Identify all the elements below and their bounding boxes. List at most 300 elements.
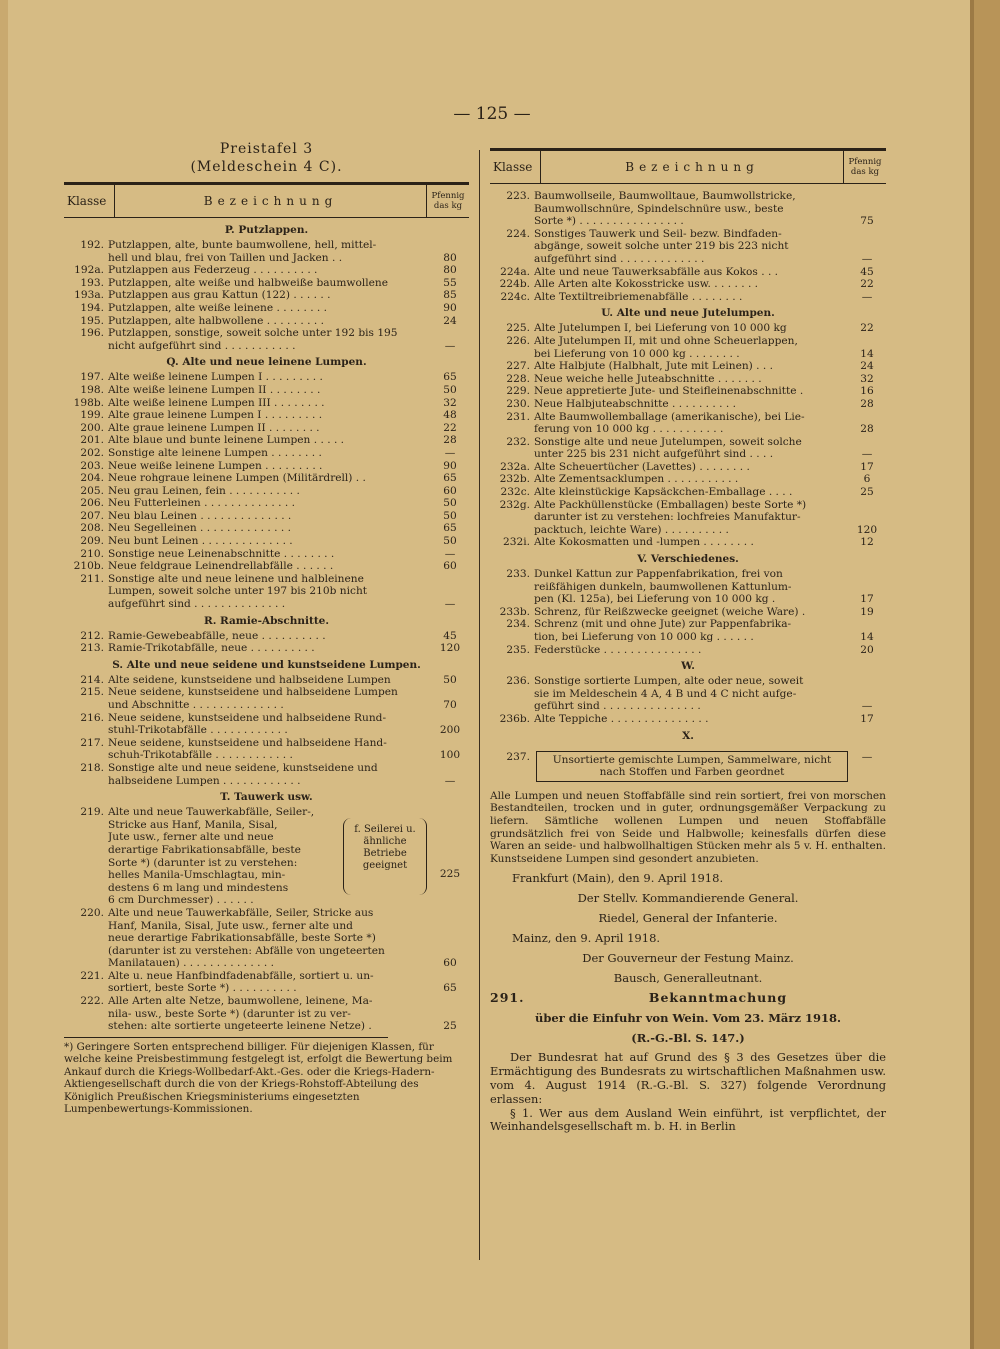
row-description: Sonstiges Tauwerk und Seil- bezw. Bindfaden- [534,227,782,240]
row-description: abgänge, soweit solche unter 219 bis 223 nicht [534,240,789,253]
section-heading-r: R. Ramie-Abschnitte. [203,614,330,627]
row-description: Alte Packhüllenstücke (Emballagen) beste Sorte *) [534,498,807,511]
row-price: 65 [443,472,457,485]
row-description: Alte weiße leinene Lumpen I . . . . . . . . . [108,371,323,384]
row-price: — [444,774,456,787]
row-number [490,423,534,436]
row-description: Neu blau Leinen . . . . . . . . . . . . . . [108,509,292,522]
row-price [431,907,469,920]
row-price: 16 [860,385,874,398]
section-heading-x: X. [682,729,694,742]
row-description: Neue Halbjuteabschnitte . . . . . . . . . . [534,397,736,410]
row-price [848,499,886,512]
row-number: 229. [506,385,530,398]
row-description: Sonstige alte und neue seidene, kunstseidene und [108,761,378,774]
table-row [490,228,886,241]
row-price: 28 [443,434,457,447]
row-price: — [861,290,873,303]
row-line: Stricke aus Hanf, Manila, Sisal, [108,818,278,831]
row-description: Neue weiche helle Juteabschnitte . . . . . . . [534,372,762,385]
row-description: sie im Meldeschein 4 A, 4 B und 4 C nicht aufge- [534,687,797,700]
row-price: 45 [443,629,457,642]
row-description: geführt sind . . . . . . . . . . . . . . . [534,700,701,713]
row-description: unter 225 bis 231 nicht aufgeführt sind . . . . [534,448,774,461]
row-price [431,686,469,699]
section-heading-s: S. Alte und neue seidene und kunstseidene Lumpen. [112,658,421,671]
row-description: Alte Textiltreibriemenabfälle . . . . . . . . [534,290,743,303]
row-description: ferung von 10 000 kg . . . . . . . . . . . [534,423,724,436]
page-fold [974,0,1000,1349]
section-heading-u: U. Alte und neue Jutelumpen. [601,307,775,320]
row-description: Ramie-Gewebeabfälle, neue . . . . . . . . . . [108,629,326,642]
row-price: 14 [860,347,874,360]
row-description: Putzlappen, alte halbwollene . . . . . . . . . [108,314,324,327]
row-description: Schrenz, für Reißzwecke geeignet (weiche Ware) . [534,605,806,618]
row-number: 230. [506,397,530,410]
row-number: 224b. [499,278,530,291]
table-row [490,373,886,386]
section-heading-t: T. Tauwerk usw. [220,791,313,804]
row-219-lines [108,806,339,907]
table-row [64,535,469,548]
row-price: — [861,700,873,713]
table-row [64,907,469,920]
row-price: 200 [439,724,461,737]
row-price: 22 [860,278,874,291]
page-number: — 125 — [453,104,531,124]
row-line: destens 6 m lang und mindestens [108,881,289,894]
row-description: sortiert, beste Sorte *) . . . . . . . . . . [108,982,297,995]
row-description: Neue seidene, kunstseidene und halbseidene Lumpen [108,686,398,699]
announcement-paragraph-2: § 1. Wer aus dem Ausland Wein einführt, ist verpflichtet, der Weinhandelsgesellschaft m. b. H. in Berlin [490,1105,886,1134]
row-number [64,1008,108,1021]
right-column [490,140,886,1134]
header-pfennig: Pfennig das kg [848,157,882,177]
row-number: 210. [80,547,104,560]
table-row [64,522,469,535]
table-row [490,644,886,657]
table-row [64,485,469,498]
row-price: 22 [860,322,874,335]
row-description: Neue seidene, kunstseidene und halbseidene Hand- [108,736,387,749]
table-row [64,699,469,712]
table-row [64,548,469,561]
row-number: 193. [80,276,104,289]
row-description: Alte u. neue Hanfbindfadenabfälle, sortiert u. un- [108,969,374,982]
row-description: Sonstige alte leinene Lumpen . . . . . . . . [108,446,322,459]
row-number: 215. [80,686,104,699]
row-number [490,700,534,713]
row-number: 231. [506,410,530,423]
row-number [64,1020,108,1033]
row-number [490,511,534,524]
row-description: Putzlappen, alte weiße leinene . . . . . . . . [108,301,328,314]
row-price [848,203,886,216]
row-price [431,920,469,933]
table-row [64,472,469,485]
row-description: Neu Futterleinen . . . . . . . . . . . . . . [108,497,295,510]
row-description: Sonstige sortierte Lumpen, alte oder neue, soweit [534,675,804,688]
row-number: 235. [506,643,530,656]
row-number [64,585,108,598]
table-row [64,920,469,933]
row-number: 233. [506,568,530,581]
row-description: reißfähigen dunkeln, baumwollenen Kattunlum- [534,580,792,593]
row-description-boxed: Unsortierte gemischte Lumpen, Sammelware, nicht nach Stoffen und Farben geordnet [536,751,848,782]
table-row [64,371,469,384]
table-row [64,957,469,970]
row-number: 233b. [499,605,530,618]
table-row [64,945,469,958]
row-description: Sonstige neue Leinenabschnitte . . . . . . . . [108,547,335,560]
row-number: 197. [80,371,104,384]
table-row [490,190,886,203]
row-price: 90 [443,301,457,314]
table-row [490,606,886,619]
table-row [490,411,886,424]
table-row [64,264,469,277]
table-row [490,536,886,549]
row-price: 60 [443,560,457,573]
row-description: Dunkel Kattun zur Pappenfabrikation, frei von [534,568,783,581]
row-number: 227. [506,360,530,373]
rows-t2 [490,190,886,303]
table-row [490,675,886,688]
price-table-subtitle: (Meldeschein 4 C). [190,159,343,175]
row-price: — [861,252,873,265]
row-number: 209. [80,535,104,548]
row-description: Ramie-Trikotabfälle, neue . . . . . . . . . . [108,642,315,655]
rows-q [64,371,469,610]
row-price: 19 [860,605,874,618]
row-number: 221. [80,969,104,982]
row-number: 217. [80,736,104,749]
table-row [64,995,469,1008]
row-number [64,945,108,958]
header-bezeichnung: Bezeichnung [541,150,844,184]
table-row [64,1020,469,1033]
table-row [64,1008,469,1021]
row-description: Putzlappen, sonstige, soweit solche unter 192 bis 195 [108,327,398,340]
table-row [64,737,469,750]
row-description: tion, bei Lieferung von 10 000 kg . . . . . . [534,631,754,643]
row-description: Alte kleinstückige Kapsäckchen-Emballage . . . . [534,486,793,499]
table-row-219 [64,806,469,907]
row-price [431,945,469,958]
price-table-title: Preistafel 3 [219,141,314,157]
table-row [64,327,469,340]
row-number [64,598,108,611]
announcement-paragraph: Der Bundesrat hat auf Grund des § 3 des Gesetzes über die Ermächtigung des Bundesrats zu wirtschaftlichen Maßnahmen usw. vom 4. August 1914 (R.-G.-Bl. S. 327) folgende Verordnung erlassen: [490,1050,886,1106]
table-row [490,593,886,606]
row-price: 48 [443,409,457,422]
row-price [848,228,886,241]
left-column [64,140,469,1116]
table-row [64,460,469,473]
row-line: Alte und neue Tauwerkabfälle, Seiler-, [108,806,315,819]
row-description: Sonstige alte und neue leinene und halbleinene [108,572,364,585]
row-description: Alle Arten alte Kokosstricke usw. . . . . . . . [534,278,759,291]
table-header-right [490,148,886,184]
row-number [64,957,108,970]
row-price: 120 [439,642,461,655]
row-number: 232c. [500,486,530,499]
row-number [490,688,534,701]
row-price: 12 [860,536,874,549]
announcement-title: Bekanntmachung [648,990,788,1006]
newspaper-page [8,0,976,1349]
rows-p [64,239,469,352]
section-heading-q: Q. Alte und neue leinene Lumpen. [166,356,367,369]
row-description: Alte graue leinene Lumpen I . . . . . . . . . [108,409,323,422]
row-description: Putzlappen, alte weiße und halbweiße baumwollene [108,276,389,289]
row-description: Alte Halbjute (Halbhalt, Jute mit Leinen) . . . [534,360,774,373]
column-divider [479,150,480,1260]
row-description: Baumwollschnüre, Spindelschnüre usw., beste [534,202,784,215]
row-price: 50 [443,383,457,396]
table-row [64,315,469,328]
table-row [490,688,886,701]
row-number: 203. [80,459,104,472]
row-description: Putzlappen aus grau Kattun (122) . . . . . . [108,289,331,302]
row-description: packtuch, leichte Ware) . . . . . . . . . . [534,523,729,536]
row-number: 193a. [74,289,104,302]
row-price: — [861,750,873,763]
row-description: stehen: alte sortierte ungeteerte leinene Netze) . [108,1020,372,1033]
row-number: 225. [506,322,530,335]
row-price: 14 [860,631,874,643]
row-line: 6 cm Durchmesser) . . . . . . [108,894,254,907]
table-row [490,385,886,398]
row-description: neue derartige Fabrikationsabfälle, beste Sorte *) [108,932,376,945]
header-klasse: Klasse [490,150,541,184]
row-number: 216. [80,711,104,724]
table-row [64,447,469,460]
delivery-conditions: Alle Lumpen und neuen Stoffabfälle sind rein sortiert, frei von morschen Bestandteilen, trocken und in guter, ordnungsgemäßer Verpackung zu liefern. Sämtliche wollenen Lumpen und neuen Stoffabfälle grundsätzlich frei von Seide und Halbwolle; keinesfalls dürfen diese Waren an seide- und halbwollhaltigen Stücken mehr als 5 v. H. enthalten. Kunstseidene Lumpen sind gesondert anzubieten. [490,789,886,865]
row-price: 70 [443,699,457,711]
row-price: — [444,547,456,560]
row-description: aufgeführt sind . . . . . . . . . . . . . [534,252,705,265]
row-price [848,240,886,253]
row-price: 24 [443,314,457,327]
row-price [848,436,886,449]
table-row [64,239,469,252]
row-number: 210b. [73,560,104,573]
row-number [64,932,108,945]
row-number [64,252,108,265]
table-row [490,436,886,449]
row-number: 234. [506,618,530,631]
table-row [490,423,886,436]
table-row [490,713,886,726]
row-description: Alte Jutelumpen I, bei Lieferung von 10 000 kg [534,322,787,335]
row-number [490,348,534,361]
row-price: 25 [443,1020,457,1033]
row-description: Neu Segelleinen . . . . . . . . . . . . . . [108,522,291,535]
row-number: 202. [80,446,104,459]
header-pfennig: Pfennig das kg [431,191,465,211]
table-row [490,499,886,512]
row-number: 204. [80,472,104,485]
row-price: 45 [860,265,874,278]
table-row [490,486,886,499]
row-price: 25 [860,486,874,499]
row-price [848,688,886,701]
table-row [64,560,469,573]
row-number: 232b. [499,473,530,486]
table-row [490,473,886,486]
table-row [64,724,469,737]
row-number: 196. [80,327,104,340]
row-price: 17 [860,593,874,606]
rows-w [490,675,886,725]
row-number: 212. [80,629,104,642]
row-description: Alte Teppiche . . . . . . . . . . . . . . . [534,712,709,725]
row-number: 224. [506,227,530,240]
row-price: 50 [443,509,457,522]
row-price: 28 [860,423,874,436]
row-description: Schrenz (mit und ohne Jute) zur Pappenfabrika- [534,618,792,631]
row-number: 192. [80,239,104,251]
row-description: Putzlappen aus Federzeug . . . . . . . . . . [108,264,318,277]
table-row [64,642,469,655]
row-price [848,190,886,203]
table-row [64,573,469,586]
row-number: 213. [80,642,104,655]
row-line: derartige Fabrikationsabfälle, beste [108,843,301,856]
rows-r [64,630,469,655]
rows-t [64,907,469,1033]
row-description: und Abschnitte . . . . . . . . . . . . . . [108,699,284,711]
row-price [431,573,469,586]
row-price: 20 [860,643,874,656]
row-description: Alte Baumwollemballage (amerikanische), bei Lie- [534,410,805,423]
row-number: 224a. [500,265,530,278]
row-price: — [444,446,456,459]
rows-u [490,322,886,549]
row-description: aufgeführt sind . . . . . . . . . . . . . . [108,598,286,611]
announcement-number: 291. [490,990,525,1006]
table-row [64,686,469,699]
row-number: 207. [80,509,104,522]
signature-office-1: Der Stellv. Kommandierende General. [577,891,799,906]
row-price: 24 [860,360,874,373]
row-price: 60 [443,957,457,970]
table-row [64,434,469,447]
row-number: 211. [80,572,104,585]
table-row [490,511,886,524]
row-description: Alte Kokosmatten und -lumpen . . . . . . . . [534,536,754,549]
table-row [490,448,886,461]
row-price: 75 [860,215,874,228]
table-row [490,278,886,291]
row-number [490,524,534,537]
table-row [490,322,886,335]
table-row [490,203,886,216]
table-row [64,762,469,775]
row-description: Alte und neue Tauwerksabfälle aus Kokos . . . [534,265,779,278]
row-price: 32 [443,396,457,409]
row-description: Sorte *) . . . . . . . . . . . . . . . . [534,215,684,228]
footnote: *) Geringere Sorten entsprechend billiger. Für diejenigen Klassen, für welche keine Preisbestimmung festgelegt ist, erfolgt die Bewertung beim Ankauf durch die Kriegs-Wollbedarf-Akt.-Ges. oder die Kriegs-Hadern-Aktiengesellschaft durch die von der Kriegs-Rohstoff-Abteilung des Königlich Preußischen Kriegsministeriums eingesetzten Lumpenbewertungs-Kommissionen. [64,1037,388,1116]
row-price [431,239,469,252]
row-number: 194. [80,301,104,314]
row-price: — [861,448,873,461]
row-price: 65 [443,371,457,384]
row-description: schuh-Trikotabfälle . . . . . . . . . . . . [108,749,293,762]
row-price [431,737,469,750]
table-row [64,712,469,725]
row-description: hell und blau, frei von Taillen und Jacken . . [108,251,343,264]
row-price: 6 [863,473,871,486]
signature-place-1: Frankfurt (Main), den 9. April 1918. [512,871,724,886]
row-price: 50 [443,497,457,510]
table-row [64,982,469,995]
row-description: Baumwollseile, Baumwolltaue, Baumwollstricke, [534,190,796,202]
row-description: Manilatauen) . . . . . . . . . . . . . . [108,957,274,970]
row-price: 50 [443,535,457,548]
row-price [431,585,469,598]
row-number: 236b. [499,712,530,725]
row-number: 236. [506,675,530,688]
row-price [431,995,469,1008]
table-row [64,384,469,397]
row-number: 219. [80,806,104,819]
table-row [490,215,886,228]
row-description: stuhl-Trikotabfälle . . . . . . . . . . . . [108,724,288,737]
row-description: bei Lieferung von 10 000 kg . . . . . . . . [534,347,740,360]
section-heading-v: V. Verschiedenes. [637,553,739,566]
row-price: 65 [443,982,457,995]
row-description: Alte weiße leinene Lumpen II . . . . . . . . [108,383,321,396]
announcement-heading [490,991,886,1005]
row-number [490,593,534,606]
table-row [64,775,469,788]
row-number: 214. [80,673,104,686]
row-price: 90 [443,459,457,472]
table-row [64,397,469,410]
row-number [490,253,534,266]
table-row [490,240,886,253]
row-price: — [444,598,456,611]
table-row [490,335,886,348]
row-number: 200. [80,421,104,434]
table-row [490,631,886,644]
row-number: 218. [80,761,104,774]
row-price: 120 [856,523,878,536]
row-description: Neu grau Leinen, fein . . . . . . . . . . . [108,484,300,497]
row-price [848,511,886,524]
row-price: 85 [443,289,457,302]
table-header-left [64,182,469,218]
row-number [490,203,534,216]
row-description: Neu bunt Leinen . . . . . . . . . . . . . . [108,535,293,548]
table-row [64,422,469,435]
row-price: 225 [439,868,461,881]
row-description: halbseidene Lumpen . . . . . . . . . . . . [108,774,301,787]
row-description: Alte Scheuertücher (Lavettes) . . . . . . . . [534,460,750,473]
row-line: Sorte *) (darunter ist zu verstehen: [108,856,298,869]
row-description: Federstücke . . . . . . . . . . . . . . . [534,643,702,656]
row-price: 100 [439,749,461,762]
table-row [490,461,886,474]
section-heading-w: W. [681,660,695,673]
rows-s [64,674,469,787]
signature-place-2: Mainz, den 9. April 1918. [512,931,661,946]
table-row [490,291,886,304]
table-row [64,252,469,265]
row-number [64,724,108,737]
